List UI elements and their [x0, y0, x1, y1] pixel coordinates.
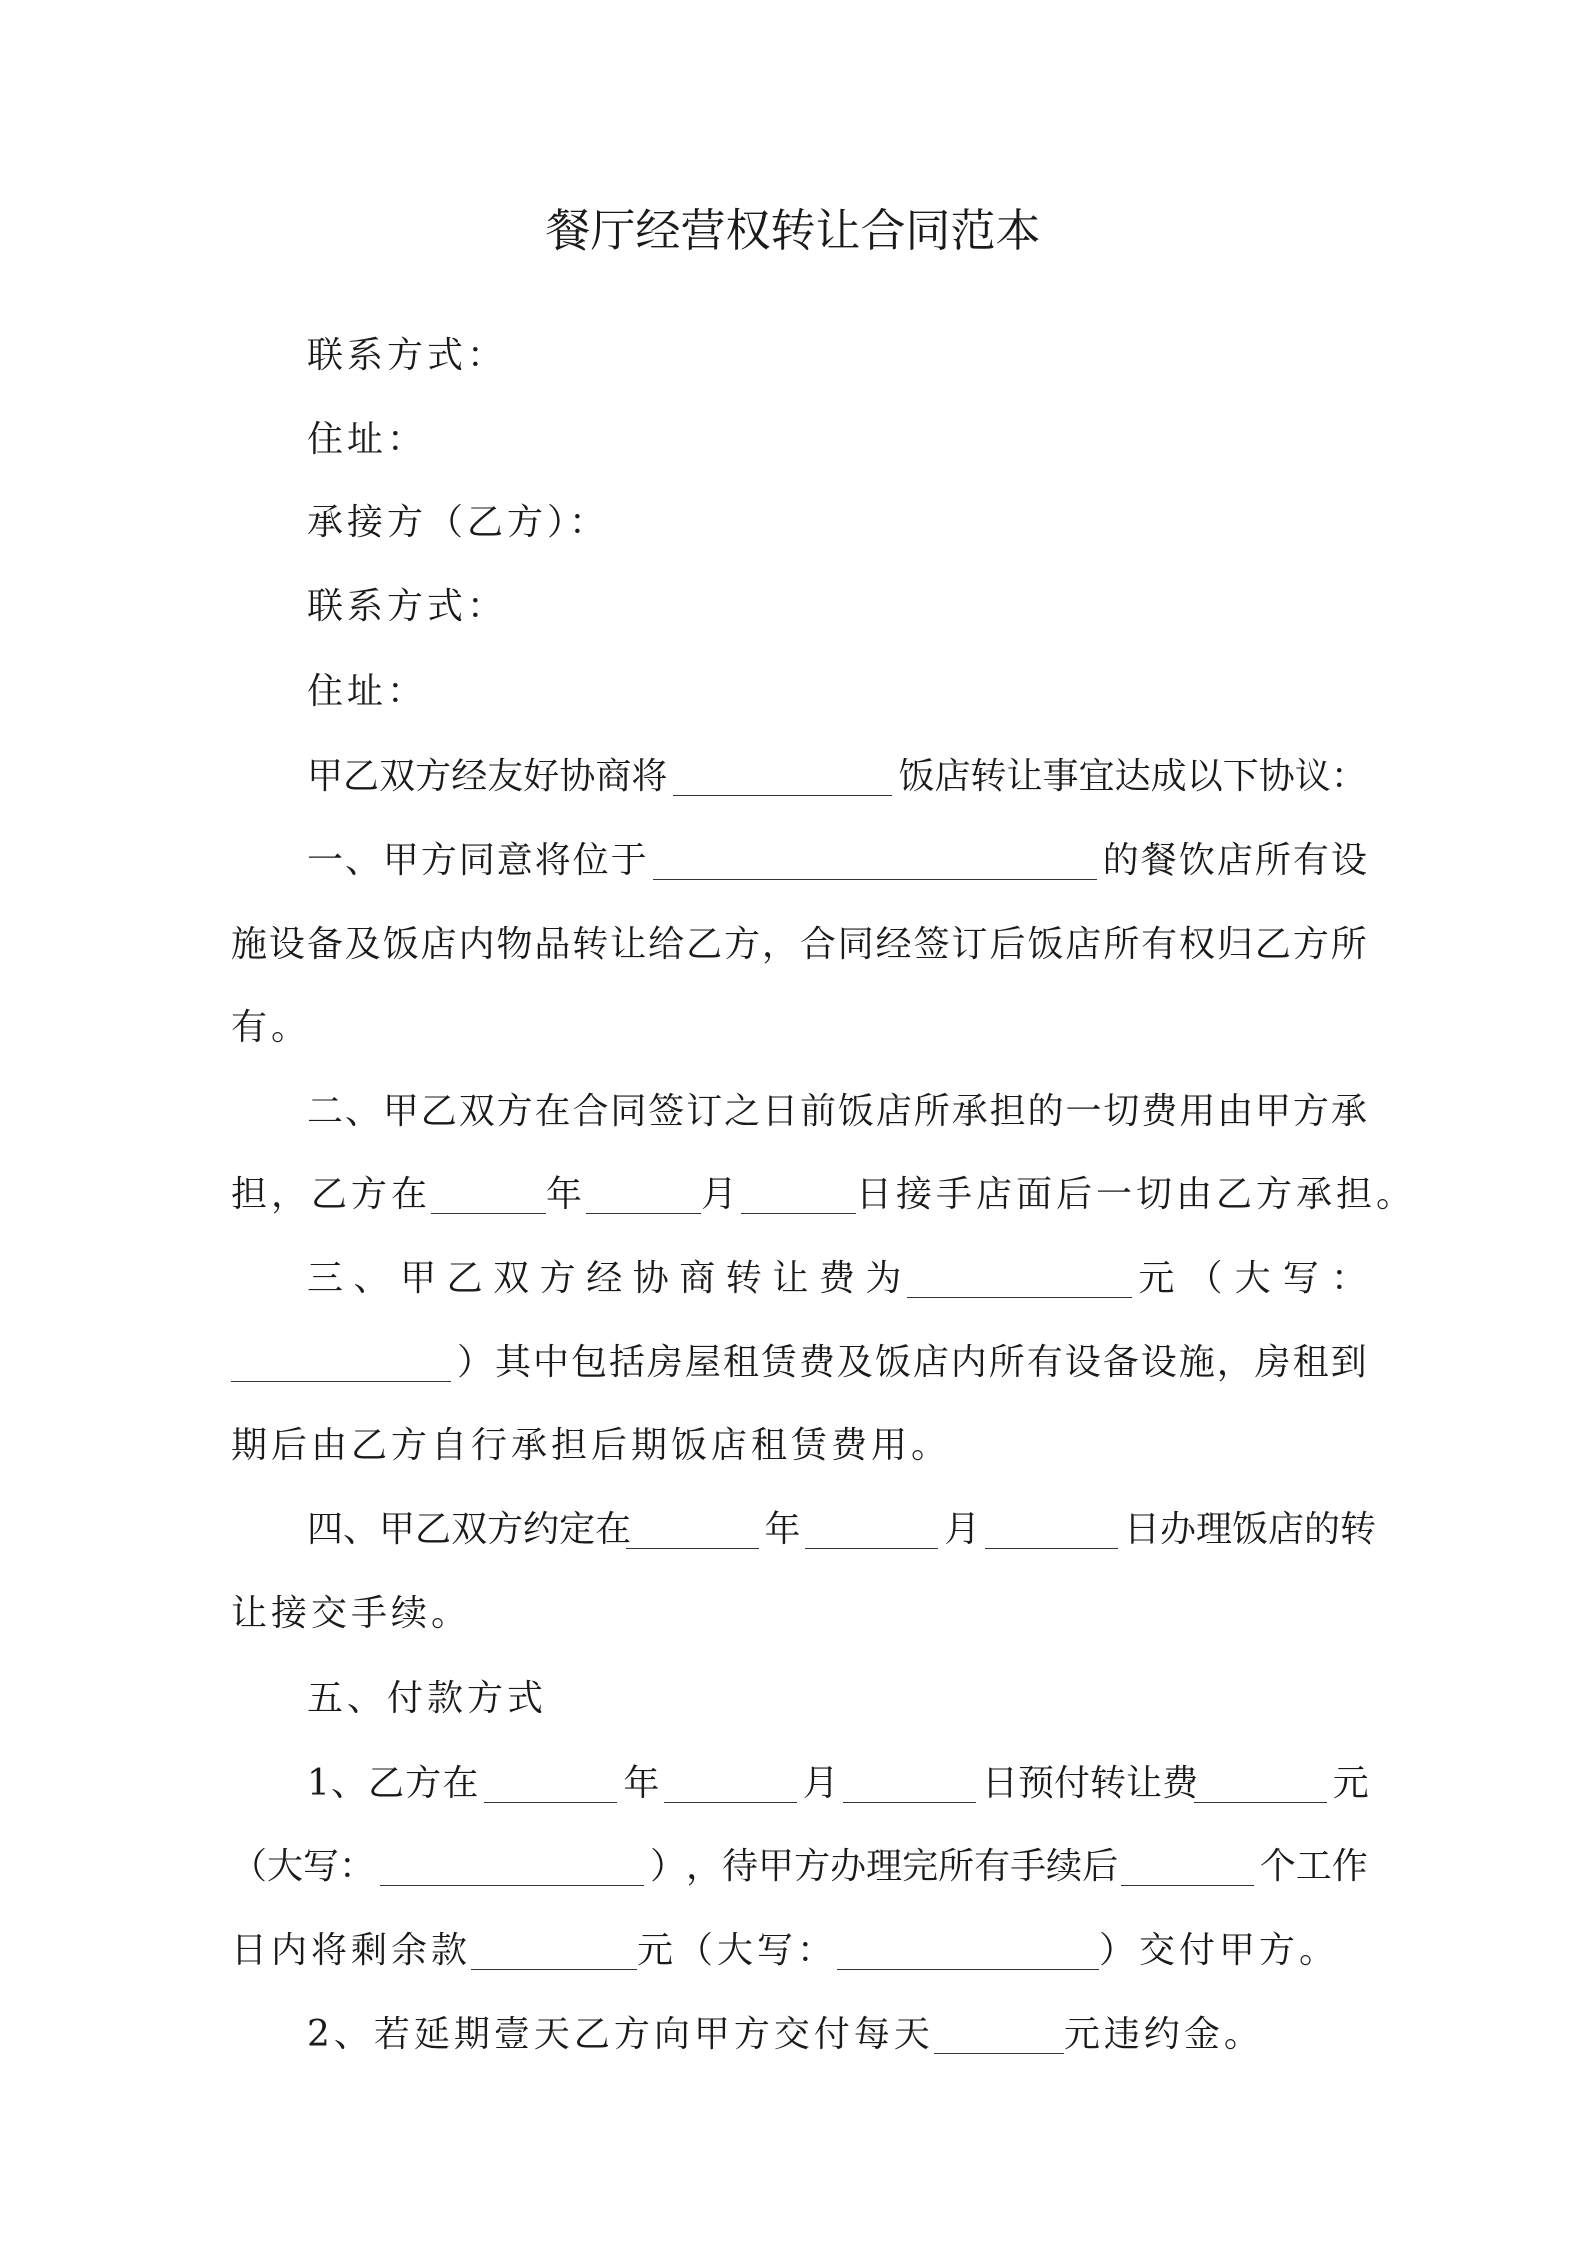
blank-year[interactable]: [484, 1766, 617, 1803]
char: 费: [1141, 1091, 1178, 1132]
char: 店: [912, 1342, 949, 1383]
char: ，: [686, 1846, 723, 1887]
char: 商: [595, 756, 632, 797]
char: 好: [523, 756, 560, 797]
char: 经: [586, 1258, 623, 1299]
char: 租: [722, 1342, 759, 1383]
char: 让: [1006, 756, 1043, 797]
char: 成: [1150, 756, 1187, 797]
char: 为: [865, 1258, 902, 1299]
char: 方: [415, 756, 452, 797]
char: 乙: [343, 756, 380, 797]
char: 议: [1294, 756, 1331, 797]
char: 设: [268, 924, 305, 965]
char: 协: [1258, 756, 1295, 797]
text: 元（大写：: [637, 1930, 838, 1971]
paragraph-line: [307, 1507, 1377, 1553]
char: 达: [1114, 756, 1151, 797]
char: 双: [451, 1509, 488, 1550]
char: 乙: [686, 924, 723, 965]
char: 预: [1018, 1763, 1055, 1804]
char: 有: [1292, 840, 1329, 881]
char: 乙: [415, 1509, 452, 1550]
char: 将: [631, 756, 668, 797]
char: 有: [974, 1846, 1011, 1887]
blank-fee-capital[interactable]: [231, 1345, 451, 1382]
char: 店: [875, 1091, 912, 1132]
char: 元: [1138, 1258, 1175, 1299]
char: ）: [457, 1342, 494, 1383]
char: 所: [913, 1091, 950, 1132]
char: 设: [1064, 1342, 1101, 1383]
char: 宜: [1078, 756, 1115, 797]
blank-day[interactable]: [741, 1177, 856, 1214]
char: ：: [339, 1846, 376, 1887]
text: [765, 1507, 800, 1553]
char: 方: [487, 1509, 524, 1550]
text: [1333, 1761, 1367, 1807]
text: 联系方式：: [307, 335, 508, 376]
char: 于: [610, 840, 647, 881]
char: 由: [1217, 1091, 1254, 1132]
char: 备: [306, 924, 343, 965]
char: 承: [1330, 1091, 1367, 1132]
char: 让: [1126, 1763, 1163, 1804]
char: 订: [686, 1091, 723, 1132]
contact-label-a: [307, 333, 507, 379]
text: 日内将剩余款: [231, 1930, 472, 1971]
char: 续: [1046, 1846, 1083, 1887]
char: 饭: [1027, 924, 1064, 965]
text: [307, 1256, 901, 1302]
char: 同: [458, 840, 495, 881]
paragraph-line: [231, 1340, 1367, 1386]
char: 转: [725, 1258, 762, 1299]
char: 四: [307, 1509, 344, 1550]
section-heading: [307, 1676, 547, 1722]
char: 待: [722, 1846, 759, 1887]
char: 甲: [307, 756, 344, 797]
text: 五、付款方式: [307, 1678, 548, 1719]
char: 后: [989, 924, 1026, 965]
char: 事: [1042, 756, 1079, 797]
char: 方: [1292, 924, 1329, 965]
char: 签: [648, 1091, 685, 1132]
text: 联系方式：: [307, 586, 508, 627]
char: 、: [331, 1763, 368, 1804]
blank-month[interactable]: [586, 1177, 701, 1214]
char: 以: [1186, 756, 1223, 797]
char: 有: [1141, 924, 1178, 965]
char: 双: [493, 1258, 530, 1299]
char: 一: [1065, 1091, 1102, 1132]
char: 屋: [684, 1342, 721, 1383]
char: 、: [344, 840, 381, 881]
blank-location[interactable]: [653, 843, 1097, 880]
text: [803, 1761, 837, 1807]
char: 权: [1179, 924, 1216, 965]
text: [231, 1844, 374, 1890]
paragraph-line: [231, 1423, 951, 1469]
paragraph-line: [307, 1089, 1367, 1135]
char: 理: [1195, 1509, 1232, 1550]
blank-month[interactable]: [664, 1766, 797, 1803]
char: 店: [934, 756, 971, 797]
blank-restaurant-name[interactable]: [673, 759, 892, 796]
char: 方: [794, 1846, 831, 1887]
char: 的: [1304, 1509, 1341, 1550]
address-label-a: [307, 417, 427, 463]
text: [457, 1340, 1367, 1386]
char: 括: [608, 1342, 645, 1383]
char: 协: [632, 1258, 669, 1299]
char: 个: [1259, 1846, 1296, 1887]
char: （: [1186, 1258, 1223, 1299]
text: [307, 1761, 478, 1807]
text: [307, 838, 647, 884]
char: 年: [764, 1509, 801, 1550]
char: （: [231, 1846, 268, 1887]
char: 三: [307, 1258, 344, 1299]
char: 甲: [382, 840, 419, 881]
char: 甲: [382, 1091, 419, 1132]
char: 让: [610, 924, 647, 965]
paragraph-line: [231, 1844, 1367, 1890]
char: 饭: [898, 756, 935, 797]
char: 转: [970, 756, 1007, 797]
char: 日: [981, 1763, 1018, 1804]
char: 及: [344, 924, 381, 965]
blank-penalty[interactable]: [934, 2017, 1064, 2054]
char: 其: [494, 1342, 531, 1383]
text: [944, 1507, 979, 1553]
char: 合: [799, 924, 836, 965]
char: ：: [1330, 756, 1367, 797]
char: 二: [307, 1091, 344, 1132]
paragraph-line: [307, 1256, 1367, 1302]
paragraph-line: [231, 922, 1367, 968]
char: 、: [353, 1258, 390, 1299]
char: 位: [572, 840, 609, 881]
text: ）交付甲方。: [1099, 1930, 1340, 1971]
char: 意: [496, 840, 533, 881]
text: 承接方（乙方）：: [307, 502, 610, 543]
char: 、: [344, 1091, 381, 1132]
blank-day[interactable]: [985, 1512, 1118, 1549]
char: 订: [951, 924, 988, 965]
text: [1138, 1256, 1367, 1302]
paragraph-line: [307, 2012, 1264, 2058]
text: [1260, 1844, 1367, 1890]
char: 饭: [1231, 1509, 1268, 1550]
char: 甲: [758, 1846, 795, 1887]
char: 办: [830, 1846, 867, 1887]
text: [650, 1844, 1119, 1890]
char: 之: [724, 1091, 761, 1132]
char: 合: [572, 1091, 609, 1132]
char: 方: [496, 1091, 533, 1132]
char: 在: [595, 1509, 632, 1550]
char: 工: [1295, 1846, 1332, 1887]
party-b-label: [307, 500, 609, 546]
char: 日: [1123, 1509, 1160, 1550]
blank-workdays[interactable]: [1121, 1849, 1254, 1886]
blank-remaining-capital[interactable]: [837, 1933, 1099, 1970]
text: 有。: [231, 1007, 312, 1048]
paragraph-line: [231, 1928, 1339, 1974]
text: [1103, 838, 1367, 884]
char: 到: [1330, 1342, 1367, 1383]
text: 住址：: [307, 671, 428, 712]
text: [623, 1761, 660, 1807]
char: 备: [1102, 1342, 1139, 1383]
char: 内: [458, 924, 495, 965]
char: 方: [1292, 1091, 1329, 1132]
char: 施: [1178, 1342, 1215, 1383]
char: 付: [1054, 1763, 1091, 1804]
char: 甲: [379, 1509, 416, 1550]
char: 经: [875, 924, 912, 965]
char: 方: [420, 840, 457, 881]
char: 方: [539, 1258, 576, 1299]
char: 的: [1027, 1091, 1064, 1132]
char: 所: [1103, 924, 1140, 965]
char: 商: [679, 1258, 716, 1299]
char: 双: [379, 756, 416, 797]
text: [231, 922, 1367, 968]
char: ）: [650, 1846, 687, 1887]
blank-remaining[interactable]: [471, 1933, 637, 1970]
char: 大: [1234, 1258, 1271, 1299]
char: 设: [1140, 1342, 1177, 1383]
text: 2、若延期壹天乙方向甲方交付每天: [307, 2014, 934, 2055]
char: 定: [559, 1509, 596, 1550]
text: [981, 1761, 1199, 1807]
char: 作: [1331, 1846, 1368, 1887]
char: 物: [496, 924, 533, 965]
text: [307, 1507, 632, 1553]
char: 在: [442, 1763, 479, 1804]
char: 办: [1159, 1509, 1196, 1550]
text: [898, 754, 1367, 800]
char: 下: [1222, 756, 1259, 797]
contact-label-b: [307, 584, 507, 630]
paragraph-line: [231, 1005, 311, 1051]
char: 所: [1254, 840, 1291, 881]
char: 设: [1330, 840, 1367, 881]
char: 有: [1026, 1342, 1063, 1383]
char: 友: [487, 756, 524, 797]
paragraph-line: [231, 1591, 471, 1637]
text: 住址：: [307, 419, 428, 460]
char: 房: [1254, 1342, 1291, 1383]
char: 完: [902, 1846, 939, 1887]
char: ：: [1330, 1258, 1367, 1299]
char: 饭: [874, 1342, 911, 1383]
char: 所: [938, 1846, 975, 1887]
char: 给: [648, 924, 685, 965]
char: 费: [818, 1258, 855, 1299]
char: 所: [1330, 924, 1367, 965]
char: 方: [405, 1763, 442, 1804]
char: 所: [988, 1342, 1025, 1383]
paragraph-line: [231, 1172, 1416, 1218]
text: 月: [701, 1174, 742, 1215]
char: 内: [950, 1342, 987, 1383]
char: 手: [1010, 1846, 1047, 1887]
char: 一: [307, 840, 344, 881]
char: 元: [1332, 1763, 1369, 1804]
paragraph-line: [307, 838, 1367, 884]
char: 双: [458, 1091, 495, 1132]
document-title: 餐厅经营权转让合同范本: [545, 204, 1041, 257]
char: 租: [1292, 1342, 1329, 1383]
text: 担，乙方在: [231, 1174, 432, 1215]
char: 施: [231, 924, 268, 965]
blank-fee[interactable]: [907, 1261, 1132, 1298]
char: 年: [623, 1763, 660, 1804]
text: 期后由乙方自行承担后期饭店租赁费用。: [231, 1425, 952, 1466]
char: 约: [523, 1509, 560, 1550]
char: 转: [1340, 1509, 1377, 1550]
text: [307, 1089, 1367, 1135]
char: 乙: [446, 1258, 483, 1299]
address-label-b: [307, 669, 427, 715]
char: 店: [1216, 840, 1253, 881]
char: 在: [534, 1091, 571, 1132]
paragraph-line: [307, 754, 1367, 800]
char: 同: [610, 1091, 647, 1132]
char: 担: [989, 1091, 1026, 1132]
text: 让接交手续。: [231, 1593, 472, 1634]
char: 转: [572, 924, 609, 965]
char: 将: [534, 840, 571, 881]
char: 转: [1090, 1763, 1127, 1804]
text: 元违约金。: [1063, 2014, 1264, 2055]
blank-prepay-capital[interactable]: [380, 1849, 644, 1886]
char: 包: [570, 1342, 607, 1383]
text: [1123, 1507, 1377, 1553]
char: 费: [1162, 1763, 1199, 1804]
char: 店: [1268, 1509, 1305, 1550]
char: 用: [1179, 1091, 1216, 1132]
text: 年: [546, 1174, 587, 1215]
blank-month[interactable]: [805, 1512, 938, 1549]
char: 饮: [1178, 840, 1215, 881]
char: 品: [534, 924, 571, 965]
char: 理: [866, 1846, 903, 1887]
char: 方: [723, 924, 760, 965]
char: 费: [798, 1342, 835, 1383]
char: 乙: [420, 1091, 457, 1132]
char: 前: [799, 1091, 836, 1132]
char: 店: [1065, 924, 1102, 965]
blank-year[interactable]: [431, 1177, 546, 1214]
char: 店: [420, 924, 457, 965]
char: 月: [944, 1509, 981, 1550]
char: 及: [836, 1342, 873, 1383]
char: 赁: [760, 1342, 797, 1383]
text: 日接手店面后一切由乙方承担。: [856, 1174, 1417, 1215]
char: 中: [532, 1342, 569, 1383]
char: 甲: [400, 1258, 437, 1299]
char: 经: [451, 756, 488, 797]
char: 的: [1102, 840, 1139, 881]
char: 写: [303, 1846, 340, 1887]
char: 餐: [1140, 840, 1177, 881]
char: 签: [913, 924, 950, 965]
char: ，: [1216, 1342, 1253, 1383]
blank-prepay[interactable]: [1194, 1766, 1327, 1803]
text: [307, 754, 667, 800]
char: 饭: [382, 924, 419, 965]
char: 后: [1082, 1846, 1119, 1887]
char: 1: [307, 1763, 330, 1804]
char: 承: [951, 1091, 988, 1132]
char: 切: [1103, 1091, 1140, 1132]
char: 甲: [1255, 1091, 1292, 1132]
char: 月: [802, 1763, 839, 1804]
char: 、: [343, 1509, 380, 1550]
char: 写: [1282, 1258, 1319, 1299]
char: 让: [772, 1258, 809, 1299]
char: 房: [646, 1342, 683, 1383]
blank-year[interactable]: [626, 1512, 759, 1549]
char: 乙: [1254, 924, 1291, 965]
char: 日: [762, 1091, 799, 1132]
char: 同: [837, 924, 874, 965]
char: 协: [559, 756, 596, 797]
char: 归: [1216, 924, 1253, 965]
paragraph-line: [307, 1761, 1367, 1807]
char: 乙: [368, 1763, 405, 1804]
char: ，: [761, 924, 798, 965]
char: 饭: [837, 1091, 874, 1132]
blank-day[interactable]: [843, 1766, 976, 1803]
char: 大: [267, 1846, 304, 1887]
